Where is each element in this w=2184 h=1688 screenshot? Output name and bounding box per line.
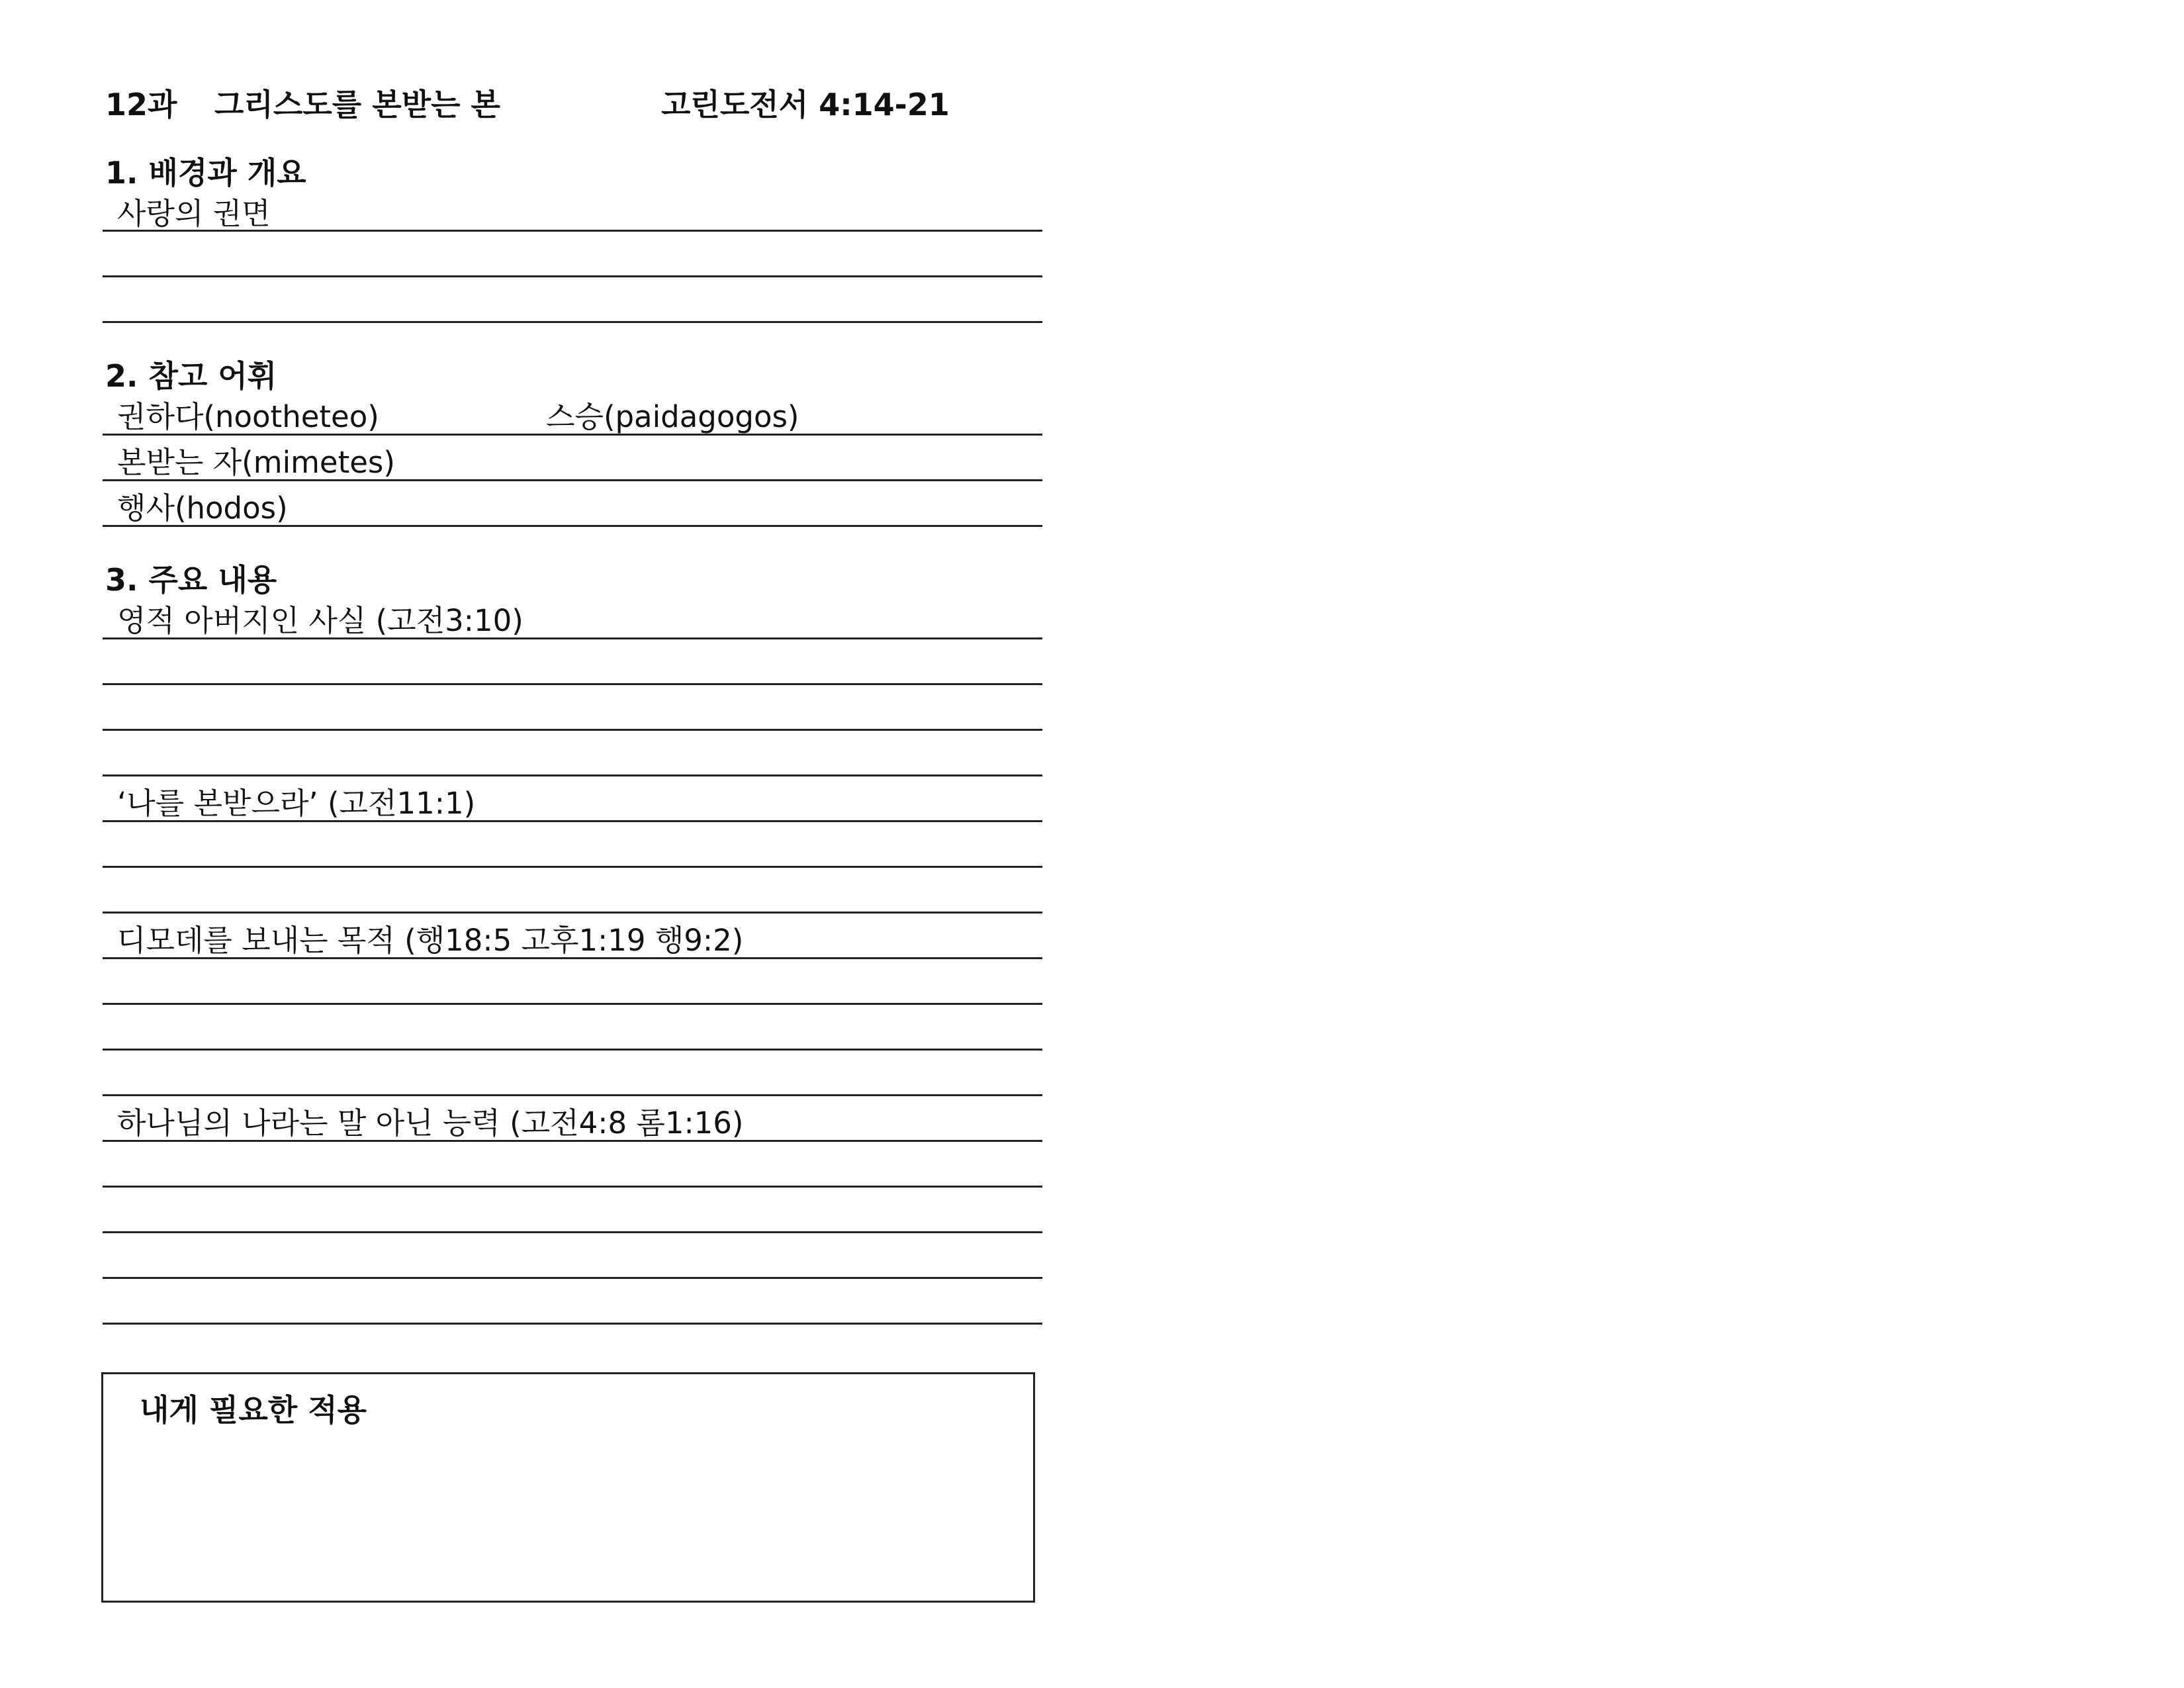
writing-line (103, 1049, 1042, 1051)
writing-line (103, 1323, 1042, 1325)
application-box[interactable] (101, 1372, 1035, 1603)
application-title: 내게 필요한 적용 (140, 1392, 367, 1428)
section-heading-background (105, 149, 306, 193)
main-point-2: ‘나를 본받으라’ (고전11:1) (117, 786, 476, 821)
writing-line (103, 230, 1042, 232)
worksheet-page (103, 0, 1042, 1688)
scripture-reference: 고린도전서 4:14-21 (661, 87, 950, 122)
writing-line (103, 479, 1042, 481)
writing-line (103, 1186, 1042, 1188)
writing-line (103, 1003, 1042, 1005)
writing-line (103, 912, 1042, 914)
section-title: 참고 어휘 (148, 358, 277, 394)
writing-line (103, 957, 1042, 959)
writing-line (103, 1094, 1042, 1096)
lesson-header (105, 81, 1045, 127)
main-point-1: 영적 아버지인 사실 (고전3:10) (117, 603, 523, 638)
vocab-term-nootheteo: 권하다(nootheteo) (117, 399, 379, 434)
writing-line (103, 729, 1042, 731)
writing-line (103, 866, 1042, 868)
section-number: 1. (105, 155, 138, 191)
main-point-4: 하나님의 나라는 말 아닌 능력 (고전4:8 롬1:16) (117, 1105, 744, 1141)
writing-line (103, 774, 1042, 776)
vocab-term-mimetes: 본받는 자(mimetes) (117, 445, 395, 480)
lesson-number: 12과 (105, 87, 177, 122)
writing-line (103, 1277, 1042, 1279)
lesson-title: 그리스도를 본받는 본 (214, 87, 500, 122)
vocab-term-hodos: 행사(hodos) (117, 491, 288, 526)
main-point-3: 디모데를 보내는 목적 (행18:5 고후1:19 행9:2) (117, 923, 744, 958)
writing-line (103, 637, 1042, 639)
writing-line (103, 1140, 1042, 1142)
section-number: 2. (105, 358, 138, 394)
section-title: 배경과 개요 (148, 155, 306, 191)
writing-line (103, 820, 1042, 822)
section-heading-vocabulary (105, 352, 277, 396)
background-line-1: 사랑의 권면 (117, 196, 271, 231)
writing-line (103, 525, 1042, 527)
section-number: 3. (105, 562, 138, 598)
writing-line (103, 683, 1042, 685)
section-heading-main-content (105, 556, 277, 600)
writing-line (103, 275, 1042, 277)
writing-line (103, 1231, 1042, 1233)
writing-line (103, 434, 1042, 436)
vocab-term-paidagogos: 스승(paidagogos) (546, 399, 799, 434)
section-title: 주요 내용 (148, 562, 277, 598)
writing-line (103, 321, 1042, 323)
